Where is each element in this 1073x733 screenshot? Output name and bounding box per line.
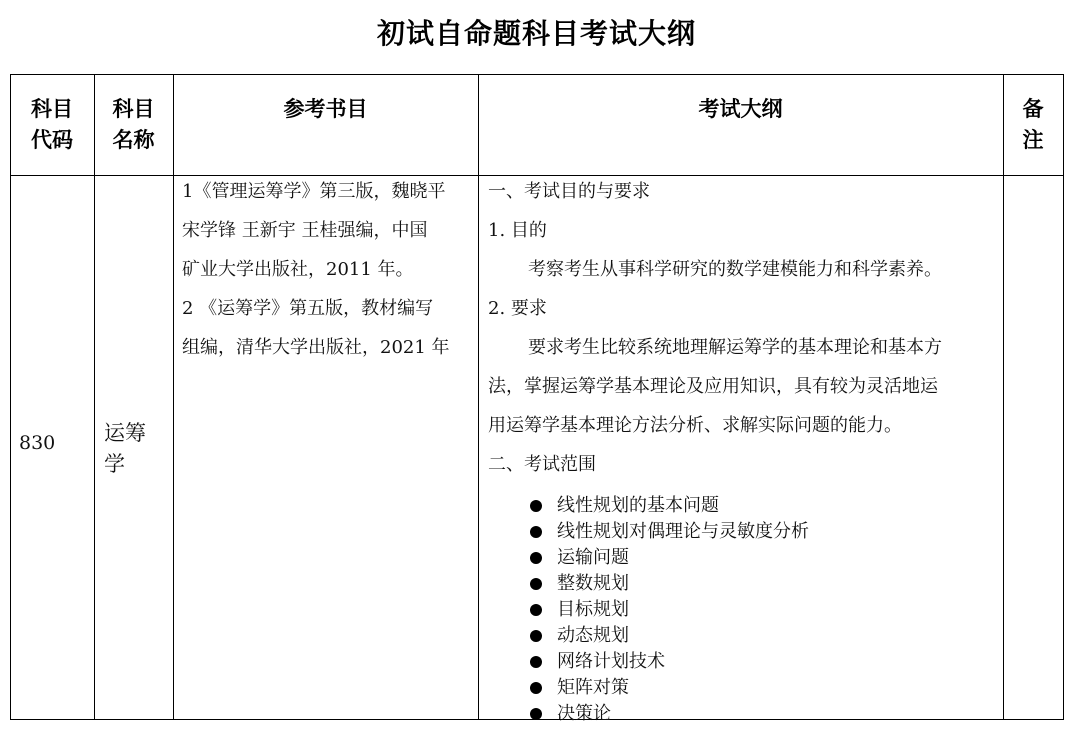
header-remark-line2: 注 (1022, 128, 1044, 152)
list-item (488, 623, 996, 649)
header-name-line1: 科目 (112, 97, 155, 121)
table-top-border (10, 74, 1064, 75)
bullet-icon (530, 578, 542, 590)
column-divider-1 (94, 74, 95, 720)
topic-label: 整数规划 (557, 573, 629, 594)
section-heading: 二、考试范围 (488, 454, 596, 475)
list-item (488, 493, 996, 519)
book-line: 宋学锋 王新宇 王桂强编，中国 (182, 220, 428, 241)
header-reference-books: 参考书目 (283, 97, 368, 121)
list-item (488, 701, 996, 727)
header-exam-outline: 考试大纲 (698, 97, 783, 121)
table-right-border (1063, 74, 1064, 720)
book-line: 组编，清华大学出版社，2021 年 (182, 337, 450, 358)
outline-paragraph: 法，掌握运筹学基本理论及应用知识，具有较为灵活地运 (488, 376, 938, 397)
topic-label: 决策论 (557, 703, 611, 724)
list-item (488, 571, 996, 597)
subsection-heading: 2. 要求 (488, 298, 547, 319)
list-item (488, 545, 996, 571)
topic-label: 线性规划的基本问题 (557, 495, 719, 516)
topic-label: 线性规划对偶理论与灵敏度分析 (557, 521, 809, 542)
column-divider-4 (1003, 74, 1004, 720)
topic-label: 矩阵对策 (557, 677, 629, 698)
bullet-icon (530, 604, 542, 616)
topic-label: 目标规划 (557, 599, 629, 620)
bullet-icon (530, 630, 542, 642)
list-item (488, 675, 996, 701)
list-item (488, 597, 996, 623)
bullet-icon (530, 682, 542, 694)
subject-name-line2: 学 (104, 452, 125, 476)
reference-books (182, 172, 472, 367)
page-title: 初试自命题科目考试大纲 (376, 17, 696, 50)
header-subject-name (94, 94, 173, 156)
subject-name (104, 418, 154, 480)
header-subject-code (10, 94, 94, 156)
bullet-icon (530, 500, 542, 512)
bullet-icon (530, 552, 542, 564)
book-line: 矿业大学出版社，2011 年。 (182, 259, 414, 280)
subsection-heading: 1. 目的 (488, 220, 547, 241)
book-line: 1《管理运筹学》第三版，魏晓平 (182, 181, 446, 202)
header-code-line2: 代码 (31, 128, 73, 152)
exam-outline (488, 172, 996, 727)
outline-paragraph: 考察考生从事科学研究的数学建模能力和科学素养。 (528, 259, 942, 280)
topic-label: 动态规划 (557, 625, 629, 646)
list-item (488, 649, 996, 675)
bullet-icon (530, 526, 542, 538)
list-item (488, 519, 996, 545)
section-heading: 一、考试目的与要求 (488, 181, 650, 202)
outline-paragraph: 用运筹学基本理论方法分析、求解实际问题的能力。 (488, 415, 902, 436)
book-line: 2 《运筹学》第五版，教材编写 (182, 298, 434, 319)
bullet-icon (530, 656, 542, 668)
topic-label: 网络计划技术 (557, 651, 665, 672)
header-remarks (1003, 94, 1063, 156)
header-remark-line1: 备 (1022, 97, 1044, 121)
column-divider-2 (173, 74, 174, 720)
topic-list (488, 493, 996, 727)
subject-name-line1: 运筹 (104, 421, 146, 445)
table-left-border (10, 74, 11, 720)
topic-label: 运输问题 (557, 547, 629, 568)
column-divider-3 (478, 74, 479, 720)
bullet-icon (530, 708, 542, 720)
header-code-line1: 科目 (31, 97, 73, 121)
header-name-line2: 名称 (112, 128, 155, 152)
subject-code: 830 (19, 432, 56, 454)
outline-paragraph: 要求考生比较系统地理解运筹学的基本理论和基本方 (528, 337, 942, 358)
